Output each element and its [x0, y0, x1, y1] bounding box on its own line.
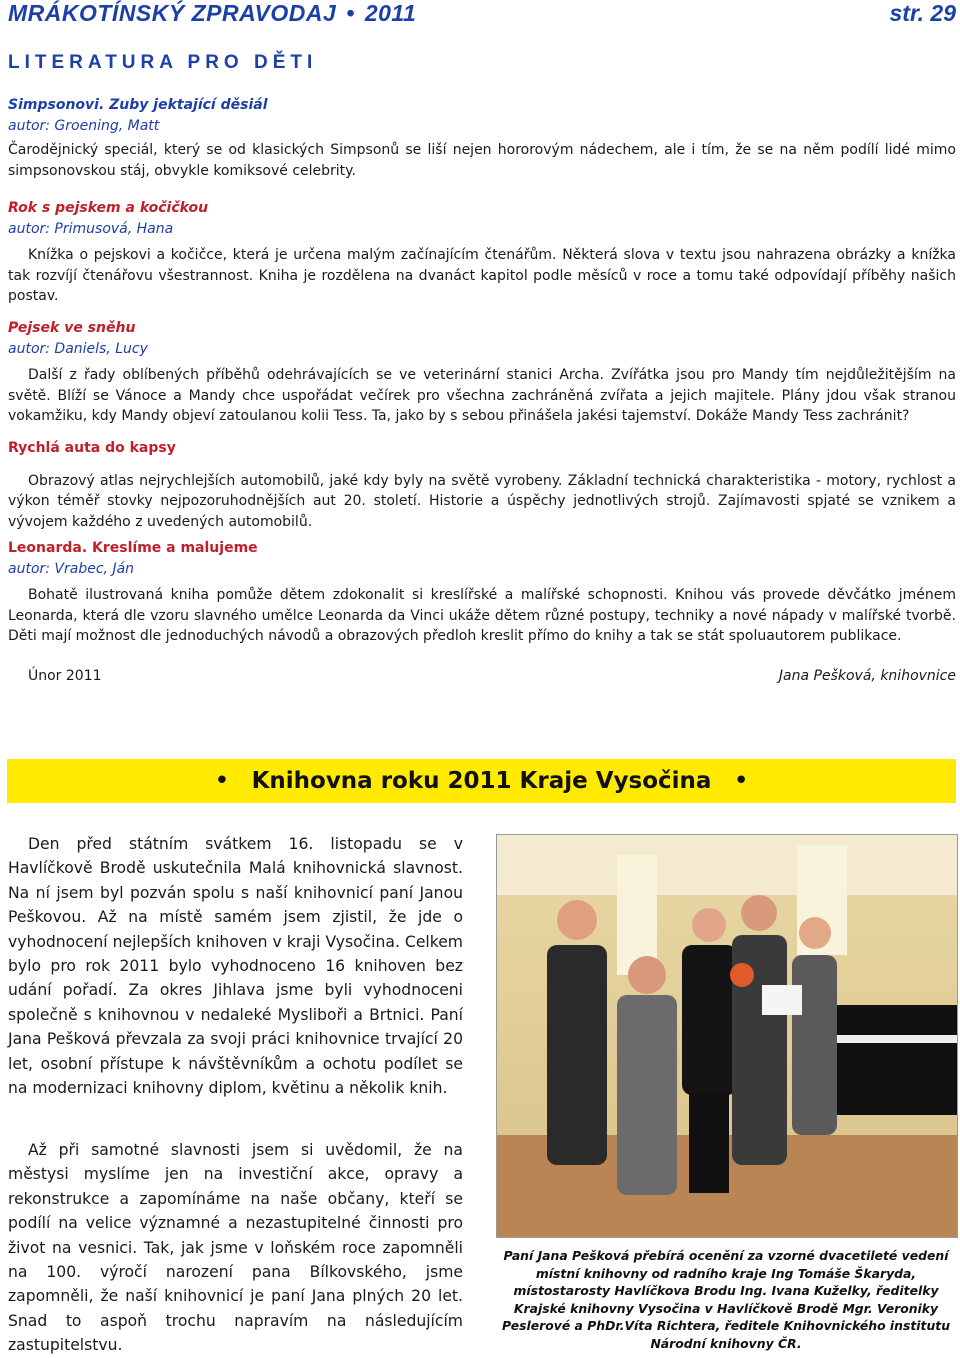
page-header	[8, 0, 956, 30]
publication-name: MRÁKOTÍNSKÝ ZPRAVODAJ	[8, 0, 337, 26]
book-entry	[8, 95, 956, 181]
banner-bullet-left: •	[214, 766, 230, 796]
section-heading: LITERATURA PRO DĚTI	[8, 52, 318, 73]
signature-author: Jana Pešková, knihovnice	[778, 668, 956, 684]
publication-masthead	[8, 0, 416, 27]
book-author: autor: Primusová, Hana	[8, 220, 174, 237]
book-description: Bohatě ilustrovaná kniha pomůže dětem zdokonalit si kreslířské a malířské schopnosti. Knihou vás provede děvčátko jménem Leonarda, která dle vzoru slavného umělce Leonarda da Vinci ukáže dětem různé postupy, techniky a nové nápady v malířské tvorbě. Děti mají možnost dle jednoduchých návodů a obrazových předloh kreslit přímo do knihy a tak se stát spoluautorem publikace.	[8, 587, 956, 644]
award-ceremony-photo	[496, 834, 958, 1238]
article-paragraph: Až při samotné slavnosti jsem si uvědomil, že na městysi myslíme jen na investiční akce, opravy a rekonstrukce a zapomínáme na naše občany, kteří se podílí na velice významné a nezastupitelné činnosti pro život na vesnici. Tak, jak jsme v loňském roce zapomněli na 100. výročí narození pana Bílkovského, jsme zapomněli, že naší knihovnicí je paní Jana plných 20 let. Snad to aspoň trochu napravím na následujícím zastupitelstvu.	[8, 1141, 463, 1355]
banner-bullet-right: •	[733, 766, 749, 796]
book-author: autor: Groening, Matt	[8, 117, 160, 134]
book-title: Rok s pejskem a kočičkou	[8, 200, 209, 216]
book-description: Knížka o pejskovi a kočičce, která je určena malým začínajícím čtenářům. Některá slova v textu jsou nahrazena obrázky a knížka tak rozvíjí čtenářovu všestrannost. Kniha je rozdělena na dvanáct kapitol podle měsíců v roce a tomu také odpovídají příběhy našich postav.	[8, 247, 956, 304]
book-entry	[8, 438, 956, 532]
book-description: Čarodějnický speciál, který se od klasických Simpsonů se liší nejen hororovým nádechem, ale i tím, že se na něm podílí lidé mimo simpsonovskou stáj, obvykle komiksové celebrity.	[8, 142, 956, 179]
separator-dot: •	[346, 0, 355, 26]
signature-date: Únor 2011	[28, 668, 102, 684]
book-entry	[8, 538, 956, 647]
book-title: Rychlá auta do kapsy	[8, 440, 176, 456]
book-title: Leonarda. Kreslíme a malujeme	[8, 540, 258, 556]
publication-year: 2011	[364, 0, 417, 26]
article-banner	[7, 759, 956, 803]
book-author: autor: Vrabec, Ján	[8, 560, 135, 577]
photo-caption: Paní Jana Pešková přebírá ocenění za vzorné dvacetileté vedení místní knihovny od radního kraje Ing Tomáše Škaryda, místostarosty Havlíčkova Brodu Ing. Ivana Kuželky, ředitelky Krajské knihovny Vysočina v Havlíčkově Brodě Mgr. Veroniky Peslerové a PhDr.Víta Richtera, ředitele Knihovnického institutu Národní knihovny ČR.	[501, 1248, 951, 1351]
book-description: Další z řady oblíbených příběhů odehrávajících se ve veterinární stanici Archa. Zvířátka jsou pro Mandy tím nejdůležitějším na světě. Blíží se Vánoce a Mandy chce uspořádat večírek pro všechna zachráněná zvířata a jejich majitele. Plány jdou však stranou vokamžiku, kdy Mandy objeví zatoulanou kolii Tess. Ta, jako by s sebou přinášela jakési tajemství. Dokáže Mandy Tess zachránit?	[8, 367, 956, 424]
article-paragraph: Den před státním svátkem 16. listopadu se v Havlíčkově Brodě uskutečnila Malá knihovnická slavnost. Na ní jsem byl pozván spolu s naší knihovnicí paní Janou Peškovou. Až na místě samém jsem zjistil, že jde o vyhodnocení nejlepších knihoven v kraji Vysočina. Celkem bylo pro rok 2011 bylo vyhodnoceno 16 knihoven bez udání pořadí. Za okres Jihlava jsme byli vyhodnoceni společně s knihovnou v nedaleké Mysliboři a Brtnici. Paní Jana Pešková převzala za svoji práci knihovnice trvající 20 let, osobní přístupe k návštěvníkům a ochotu podílet se na modernizaci knihovny diplom, květinu a několik knih.	[8, 835, 463, 1098]
book-title: Simpsonovi. Zuby jektající děsiál	[8, 97, 268, 113]
book-author: autor: Daniels, Lucy	[8, 340, 148, 357]
page-number: str. 29	[889, 0, 956, 26]
award-ceremony-illustration	[497, 835, 957, 1237]
book-entry	[8, 318, 956, 427]
banner-title: Knihovna roku 2011 Kraje Vysočina	[251, 768, 712, 794]
book-title: Pejsek ve sněhu	[8, 320, 136, 336]
book-entry	[8, 198, 956, 307]
book-description: Obrazový atlas nejrychlejších automobilů, jaké kdy byly na světě vyrobeny. Základní technická charakteristika - motory, rychlost a výkon téměř stovky nejpozoruhodnějších aut 20. století. Historie a úspěchy jednotlivých strojů. Zajímavosti spjaté se vznikem a vývojem každého z uvedených automobilů.	[8, 472, 956, 530]
